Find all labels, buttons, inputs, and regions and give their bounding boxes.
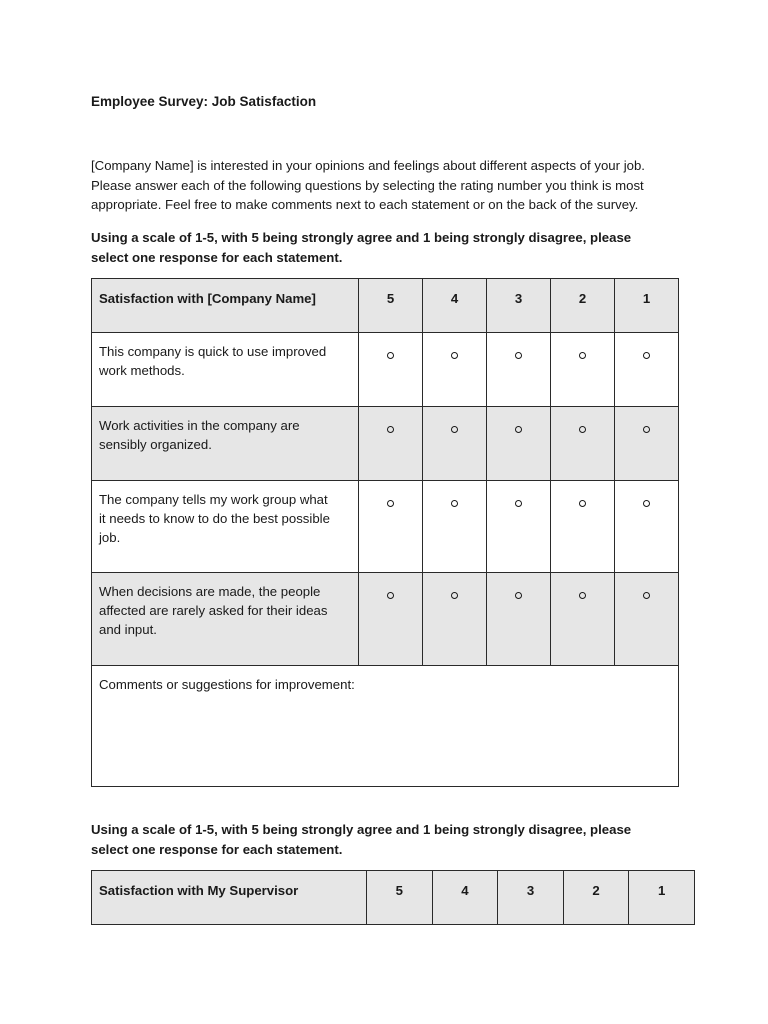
radio-circle-icon[interactable] bbox=[643, 592, 650, 599]
radio-wrap bbox=[487, 407, 550, 436]
scale-header-label: 2 bbox=[592, 883, 600, 898]
scale-header-2 bbox=[563, 871, 629, 925]
statement-cell bbox=[92, 481, 359, 573]
table-row bbox=[92, 333, 679, 407]
table-row bbox=[92, 573, 679, 666]
radio-circle-icon[interactable] bbox=[643, 352, 650, 359]
radio-wrap bbox=[551, 333, 614, 362]
statement-text bbox=[92, 481, 358, 547]
table-row bbox=[92, 407, 679, 481]
rating-cell-1 bbox=[615, 481, 679, 573]
intro-line: [Company Name] is interested in your opinions and feelings about different aspects of your job. bbox=[91, 158, 645, 173]
radio-wrap bbox=[551, 481, 614, 510]
radio-circle-icon[interactable] bbox=[515, 500, 522, 507]
radio-wrap bbox=[359, 481, 422, 510]
statement-text bbox=[92, 333, 358, 380]
rating-cell-2 bbox=[551, 333, 615, 407]
intro-paragraph bbox=[91, 156, 711, 215]
radio-circle-icon[interactable] bbox=[451, 500, 458, 507]
statement-line: sensibly organized. bbox=[99, 437, 212, 452]
scale-header-label: 3 bbox=[526, 883, 535, 898]
rating-cell-3 bbox=[487, 573, 551, 666]
scale-header-label: 5 bbox=[386, 291, 395, 306]
rating-cell-4 bbox=[423, 407, 487, 481]
scale-header-3 bbox=[498, 871, 564, 925]
radio-wrap bbox=[423, 333, 486, 362]
radio-circle-icon[interactable] bbox=[387, 426, 394, 433]
scale-header-label: 3 bbox=[514, 291, 523, 306]
radio-wrap bbox=[487, 333, 550, 362]
company-satisfaction-table bbox=[91, 278, 679, 787]
instruction-line: select one response for each statement. bbox=[91, 841, 343, 857]
rating-instruction bbox=[91, 820, 651, 859]
scale-header-label: 1 bbox=[658, 883, 666, 898]
radio-circle-icon[interactable] bbox=[451, 352, 458, 359]
statement-text bbox=[92, 407, 358, 454]
statement-cell bbox=[92, 573, 359, 666]
instruction-line: Using a scale of 1-5, with 5 being strongly agree and 1 being strongly disagree, please bbox=[91, 822, 632, 837]
scale-header-label: 4 bbox=[450, 291, 459, 306]
intro-line: Please answer each of the following questions by selecting the rating number you think is most bbox=[91, 177, 644, 193]
radio-wrap bbox=[487, 481, 550, 510]
statement-cell bbox=[92, 333, 359, 407]
scale-header-label: 1 bbox=[642, 291, 651, 306]
statement-text bbox=[92, 573, 358, 639]
radio-circle-icon[interactable] bbox=[515, 352, 522, 359]
scale-header-label: 4 bbox=[461, 883, 469, 898]
radio-wrap bbox=[423, 481, 486, 510]
radio-circle-icon[interactable] bbox=[579, 500, 586, 507]
rating-cell-5 bbox=[359, 481, 423, 573]
statement-line: Work activities in the company are bbox=[99, 418, 300, 433]
radio-wrap bbox=[359, 407, 422, 436]
statement-cell bbox=[92, 407, 359, 481]
statement-column-header bbox=[92, 871, 367, 925]
scale-header-5 bbox=[359, 279, 423, 333]
rating-cell-5 bbox=[359, 407, 423, 481]
radio-circle-icon[interactable] bbox=[579, 426, 586, 433]
scale-header-4 bbox=[423, 279, 487, 333]
document-title: Employee Survey: Job Satisfaction bbox=[91, 94, 317, 109]
radio-wrap bbox=[615, 407, 678, 436]
radio-wrap bbox=[615, 481, 678, 510]
rating-cell-4 bbox=[423, 481, 487, 573]
rating-cell-1 bbox=[615, 407, 679, 481]
statement-line: it needs to know to do the best possible bbox=[99, 511, 330, 526]
statement-line: The company tells my work group what bbox=[99, 492, 328, 507]
radio-circle-icon[interactable] bbox=[451, 592, 458, 599]
radio-wrap bbox=[423, 407, 486, 436]
statement-column-header-label: Satisfaction with My Supervisor bbox=[99, 883, 299, 898]
radio-wrap bbox=[359, 333, 422, 362]
rating-cell-5 bbox=[359, 333, 423, 407]
radio-wrap bbox=[615, 573, 678, 602]
intro-line: appropriate. Feel free to make comments next to each statement or on the back of the survey. bbox=[91, 197, 639, 212]
statement-line: When decisions are made, the people bbox=[99, 584, 321, 599]
statement-line: job. bbox=[99, 530, 121, 545]
radio-circle-icon[interactable] bbox=[579, 352, 586, 359]
scale-header-1 bbox=[629, 871, 695, 925]
radio-wrap bbox=[423, 573, 486, 602]
radio-circle-icon[interactable] bbox=[451, 426, 458, 433]
radio-circle-icon[interactable] bbox=[643, 500, 650, 507]
rating-cell-1 bbox=[615, 573, 679, 666]
comments-field[interactable] bbox=[92, 666, 679, 787]
rating-cell-2 bbox=[551, 407, 615, 481]
scale-header-label: 2 bbox=[578, 291, 587, 306]
radio-circle-icon[interactable] bbox=[515, 592, 522, 599]
scale-header-2 bbox=[551, 279, 615, 333]
rating-cell-4 bbox=[423, 333, 487, 407]
rating-cell-3 bbox=[487, 481, 551, 573]
scale-header-1 bbox=[615, 279, 679, 333]
rating-cell-3 bbox=[487, 333, 551, 407]
radio-wrap bbox=[615, 333, 678, 362]
scale-header-label: 5 bbox=[395, 883, 403, 898]
radio-wrap bbox=[487, 573, 550, 602]
rating-cell-4 bbox=[423, 573, 487, 666]
scale-header-5 bbox=[367, 871, 433, 925]
statement-column-header bbox=[92, 279, 359, 333]
statement-line: affected are rarely asked for their ideas bbox=[99, 603, 328, 618]
radio-circle-icon[interactable] bbox=[515, 426, 522, 433]
radio-wrap bbox=[551, 407, 614, 436]
rating-cell-3 bbox=[487, 407, 551, 481]
rating-cell-5 bbox=[359, 573, 423, 666]
statement-line: This company is quick to use improved bbox=[99, 344, 327, 359]
table-header-row bbox=[92, 279, 679, 333]
instruction-line: Using a scale of 1-5, with 5 being strongly agree and 1 being strongly disagree, please bbox=[91, 230, 632, 245]
radio-wrap bbox=[359, 573, 422, 602]
statement-line: work methods. bbox=[99, 363, 185, 378]
scale-header-4 bbox=[432, 871, 498, 925]
supervisor-satisfaction-table bbox=[91, 870, 695, 925]
comments-label: Comments or suggestions for improvement: bbox=[99, 677, 355, 692]
rating-cell-1 bbox=[615, 333, 679, 407]
rating-cell-2 bbox=[551, 573, 615, 666]
scale-header-3 bbox=[487, 279, 551, 333]
statement-column-header-label: Satisfaction with [Company Name] bbox=[99, 291, 316, 306]
rating-instruction bbox=[91, 228, 651, 267]
table-header-row bbox=[92, 871, 695, 925]
radio-circle-icon[interactable] bbox=[643, 426, 650, 433]
statement-line: and input. bbox=[99, 622, 157, 637]
radio-circle-icon[interactable] bbox=[387, 592, 394, 599]
radio-wrap bbox=[551, 573, 614, 602]
table-row bbox=[92, 481, 679, 573]
radio-circle-icon[interactable] bbox=[579, 592, 586, 599]
instruction-line: select one response for each statement. bbox=[91, 249, 343, 265]
rating-cell-2 bbox=[551, 481, 615, 573]
radio-circle-icon[interactable] bbox=[387, 500, 394, 507]
comments-row bbox=[92, 666, 679, 787]
radio-circle-icon[interactable] bbox=[387, 352, 394, 359]
